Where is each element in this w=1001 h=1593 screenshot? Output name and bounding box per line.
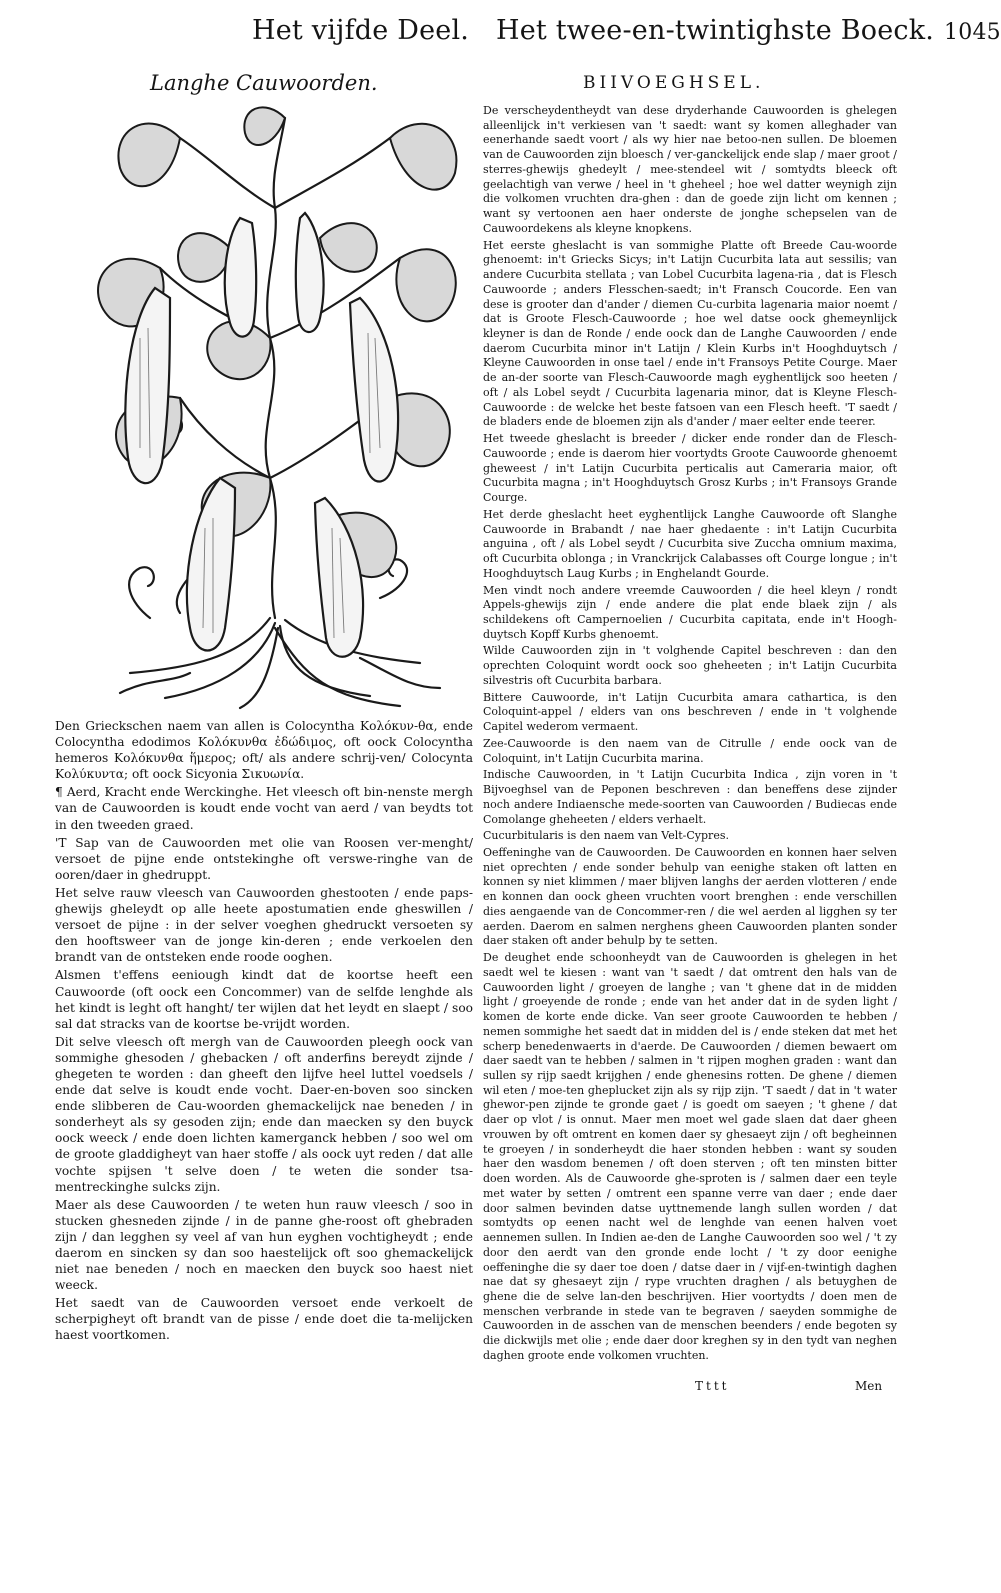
right-paragraph-8: Zee-Cauwoorde is den naem van de Citrulle / ende oock van de Coloquint, in't Latijn Cucurbita marina. — [483, 736, 897, 765]
right-paragraph-9: Indische Cauwoorden, in 't Latijn Cucurbita Indica , zijn voren in 't Bijvoeghsel van de Peponen beschreven : dan beneffens dese zijnder noch andere Indiaensche mede-soorten van Cauwoorden / Budiecas ende Comolange gheheeten / elders verhaelt. — [483, 768, 897, 826]
left-text-column — [55, 718, 473, 1398]
left-paragraph-1: Den Grieckschen naem van allen is Colocyntha Κολόκυν-θα, ende Colocyntha edodimos Κολόκυνθα ἐδώδιμος, oft oock Colocyntha hemeros Κολόκυνθα ἥμερος; oft/ als andere schrij-ven/ Colocynta Κολύκυντα; oft oock Sicyonia Σικυωνία. — [55, 719, 473, 782]
right-text-column — [483, 104, 897, 1394]
right-paragraph-2: Het eerste gheslacht is van sommighe Platte oft Breede Cau-woorde ghenoemt: in't Griecks Sicys; in't Latijn Cucurbita lata aut sessilis; van andere Cucurbita stellata ; van Lobel Cucurbita lagena-ria , dat is Flesch Cauwoorde ; anders Flesschen-saedt; in't Fransch Coucorde. Een van dese is grooter dan d'ander / diemen Cu-curbita lagenaria maior noemt / dat is Groote Flesch-Cauwoorde ; hoe wel datse oock ghemeynlijck kleyner is dan de Ronde / ende oock dan de Langhe Cauwoorden / ende daerom Cucurbita minor in't Latijn / Klein Kurbs in't Hooghduytsch / Kleyne Cauwoorden in onse tael / ende in't Fransoys Petite Courge. Maer de an-der soorte van Flesch-Cauwoorde magh eyghentlijck soo heeten / oft / als Lobel seydt / Cucurbita lagenaria minor, dat is Kleyne Flesch-Cauwoorde : de welcke het beste fatsoen van een Flesch heeft. 'T saedt / de bladers ende de bloemen zijn als d'ander / maer eelter ende teerer. — [483, 238, 897, 429]
right-paragraph-6: Wilde Cauwoorden zijn in 't volghende Capitel beschreven : dan den oprechten Coloquint wordt oock soo gheheeten ; in't Latijn Cucurbita silvestris oft Cucurbita barbara. — [483, 644, 897, 687]
right-paragraph-11: Oeffeninghe van de Cauwoorden. De Cauwoorden en konnen haer selven niet oprechten / ende sonder behulp van eenighe staken oft latten en konnen sy niet klimmen / maer blijven langhs der aerden vlotteren / ende en konnen dan oock gheen vruchten voort brenghen : ende verschillen dies aengaende van de Concommer-ren / die wel aerden al ligghen sy ter aerden. Daerom en salmen nerghens gheen Cauwoorden planten sonder daer staken oft ander behulp by te setten. — [483, 845, 897, 948]
running-head-title: Het twee-en-twintighste Boeck. — [496, 15, 935, 46]
right-paragraph-5: Men vindt noch andere vreemde Cauwoorden / die heel kleyn / rondt Appels-ghewijs zijn / ende andere die plat ende blaek zijn / als schildekens oft Campernoelien / Cucurbita capitata, ende in't Hoogh-duytsch Kopff Kurbs ghenoemt. — [483, 583, 897, 641]
plate-title: Langhe Cauwoorden. — [150, 71, 378, 95]
catchword: Men — [855, 1379, 883, 1393]
right-paragraph-4: Het derde gheslacht heet eyghentlijck Langhe Cauwoorde oft Slanghe Cauwoorde in Brabandt / nae haer ghedaente : in't Latijn Cucurbita anguina , oft / als Lobel seydt / Cucurbita sive Zuccha omnium maxima, oft Cucurbita oblonga ; in Vranckrijck Calabasses oft Courge longue ; in't Hooghduytsch Laug Kurbs ; in Enghelandt Gourde. — [483, 507, 897, 580]
right-paragraph-3: Het tweede gheslacht is breeder / dicker ende ronder dan de Flesch-Cauwoorde ; ende is daerom hier voortydts Groote Cauwoorde ghenoemt gheweest / in't Latijn Cucurbita perticalis aut Cameraria maior, oft Cucurbita magna ; in't Hooghduytsch Grosz Kurbs ; in't Fransoys Grande Courge. — [483, 432, 897, 505]
left-paragraph-3: 'T Sap van de Cauwoorden met olie van Roosen ver-menght/ versoet de pijne ende ontstekinghe oft verswe-ringhe van de ooren/daer in ghedruppt. — [55, 835, 473, 882]
right-paragraph-7: Bittere Cauwoorde, in't Latijn Cucurbita amara cathartica, is den Coloquint-appel / elders van ons beschreven / ende in 't volghende Capitel wederom vermaent. — [483, 690, 897, 734]
left-paragraph-4: Het selve rauw vleesch van Cauwoorden ghestooten / ende paps-ghewijs gheleydt op alle heete apostumatien ende gheswillen / versoet de pijne : in der selver voeghen ghedruckt versoeten sy den hooftsweer van de jonge kin-deren ; ende verkoelen den brandt van de ontsteken ende roode ooghen. — [55, 885, 473, 965]
running-head-left: Het vijfde Deel. — [252, 15, 470, 46]
supplement-heading: BIIVOEGHSEL. — [583, 73, 765, 93]
right-paragraph-12: De deughet ende schoonheydt van de Cauwoorden is ghelegen in het saedt wel te kiesen : want van 't saedt / dat omtrent den hals van de Cauwoorden light / groeyen de langhe ; van 't ghene dat in de midden light / groeyende de ronde ; ende van het ander dat in de syden light / komen de korte ende dicke. Van seer groote Cauwoorden te hebben / nemen sommighe het saedt dat in midden del is / ende steken dat met het scherp benedenwaerts in d'aerde. De Cauwoorden / diemen bewaert om daer saedt van te hebben / salmen in 't rijpen moghen graden : want dan sullen sy rijp saedt krijghen / ende ghenesins rotten. De ghene / diemen wil eten / moe-ten gheplucket zijn als sy rijp zijn. 'T saedt / dat in 't water ghewor-pen zijnde te gronde gaet / is goedt om saeyen ; 't ghene / dat daer op vlot / is onnut. Maer men moet wel gade slaen dat daer gheen vrouwen by oft omtrent en komen daer sy ghesaeyt zijn / oft begheinnen te groeyen / in sonderheydt die haer stonden hebben : want sy souden haer den wasdom benemen / oft doen sterven ; oft ten minsten bitter doen worden. Als de Cauwoorde ghe-sproten is / salmen daer een teyle met water by setten / omtrent een spanne verre van daer ; ende daer door salmen bevinden datse uyttnemende langh sullen worden / dat somtydts op eenen nacht wel de lenghde van eenen halven voet aennemen sullen. In Indien ae-den de Langhe Cauwoorden soo wel / 't zy door den aerdt van den gronde ende locht / 't zy door eenighe oeffeninghe die sy daer toe doen / datse daer in / vijf-en-twintigh daghen nae dat sy ghesaeyt zijn / rype vruchten draghen / als betuyghen de ghene die de selve lan-den beschrijven. Hier voortydts / doen men de menschen verbrande in stede van te begraven / saeyden sommighe de Cauwoorden in de asschen van de menschen beenders / ende begoten sy die dickwijls met olie ; ende daer door kreghen sy in den tydt van neghen daghen groote ende volkomen vruchten. — [483, 951, 897, 1362]
left-paragraph-2: ¶ Aerd, Kracht ende Werckinghe. Het vleesch oft bin-nenste mergh van de Cauwoorden is koudt ende vocht van aerd / van beydts tot in den tweeden graed. — [55, 785, 473, 832]
page-number: 1045 — [944, 20, 1001, 45]
left-paragraph-8: Het saedt van de Cauwoorden versoet ende verkoelt de scherpigheyt oft brandt van de pisse / ende doet die ta-melijcken haest voortkomen. — [55, 1296, 473, 1343]
signature-mark: Tttt — [695, 1379, 730, 1393]
left-paragraph-7: Maer als dese Cauwoorden / te weten hun rauw vleesch / soo in stucken ghesneden zijnde / in de panne ghe-roost oft ghebraden zijn / dan legghen sy veel af van hun eyghen vochtigheydt ; ende daerom en sincken sy dan soo haestelijck oft soo ghemackelijck niet nae beneden / noch en maecken den buyck soo haest niet weeck. — [55, 1197, 473, 1293]
left-paragraph-6: Dit selve vleesch oft mergh van de Cauwoorden pleegh oock van sommighe ghesoden / ghebacken / oft anderfins bereydt zijnde / ghegeten te worden : dan gheeft den lijfve heel luttel voedsels / ende dat selve is koudt ende vocht. Daer-en-boven soo sincken ende slibberen de Cau-woorden ghemackelijck nae beneden / in sonderheyt als sy gesoden zijn; ende dan maecken sy den buyck oock weeck / ende doen lichten kamerganck hebben / soo wel om de groote gladdigheyt van haer stoffe / als oock uyt reden / dat alle vochte spijsen 't selve doen / te weten die sonder tsa-mentreckinghe sulcks zijn. — [55, 1034, 473, 1194]
running-head-right — [496, 14, 1001, 50]
right-paragraph-1: De verscheydentheydt van dese dryderhande Cauwoorden is ghelegen alleenlijck in't verkiesen van 't saedt: want sy komen alleghader van eenerhande saedt voort / als wy hier nae betoo-nen sullen. De bloemen van de Cauwoorden zijn bloesch / ver-ganckelijck ende slap / maer groot / sterres-ghewijs ghedeylt / mee-stendeel wit / somtydts bleeck oft geelachtigh van verwe / heel in 't gheheel ; hoe wel datter weynigh zijn die volkomen vruchten dra-ghen : dan de goede zijn licht om kennen ; want sy vertoonen aen haer onderste de jonghe schepselen van de Cauwoordekens als kleyne knopkens. — [483, 104, 897, 235]
right-paragraph-10: Cucurbitularis is den naem van Velt-Cypres. — [483, 829, 729, 843]
left-paragraph-5: Alsmen t'effens eeniough kindt dat de koortse heeft een Cauwoorde (oft oock een Concommer) van de selfde lenghde als het kindt is leght oft hanght/ ter wijlen dat het leydt en slaept / soo sal dat stracks van de koortse be-vrijdt worden. — [55, 968, 473, 1031]
gourd-woodcut-illustration — [70, 98, 470, 710]
